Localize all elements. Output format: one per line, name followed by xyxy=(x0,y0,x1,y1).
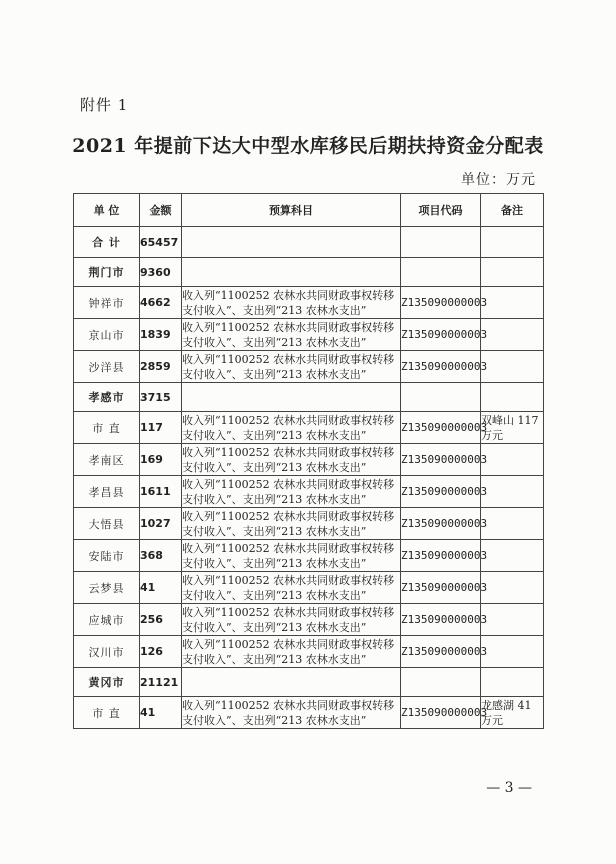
row-amount: 1027 xyxy=(140,508,182,540)
row-amount: 4662 xyxy=(140,287,182,319)
row-note xyxy=(481,508,544,540)
row-code: Z135090000003 xyxy=(401,697,481,729)
row-subject-line1: 收入列“1100252 农林水共同财政事权转移 xyxy=(182,698,395,712)
table-row xyxy=(74,636,544,668)
row-amount: 41 xyxy=(140,572,182,604)
group-name: 荆门市 xyxy=(74,258,140,287)
row-subject-line2: 支付收入”、支出列“213 农林水支出” xyxy=(182,367,367,381)
header-code: 项目代码 xyxy=(401,194,481,227)
table-row xyxy=(74,508,544,540)
row-unit: 大悟县 xyxy=(74,508,140,540)
group-row xyxy=(74,668,544,697)
row-amount: 41 xyxy=(140,697,182,729)
row-note xyxy=(481,444,544,476)
row-unit: 应城市 xyxy=(74,604,140,636)
table-row xyxy=(74,572,544,604)
group-row xyxy=(74,258,544,287)
group-amount: 21121 xyxy=(140,668,182,697)
row-subject-line2: 支付收入”、支出列“213 农林水支出” xyxy=(182,588,367,602)
row-note xyxy=(481,351,544,383)
row-note xyxy=(481,319,544,351)
row-code: Z135090000003 xyxy=(401,636,481,668)
row-subject-line1: 收入列“1100252 农林水共同财政事权转移 xyxy=(182,573,395,587)
row-subject xyxy=(182,508,401,540)
row-subject xyxy=(182,412,401,444)
row-code: Z135090000003 xyxy=(401,572,481,604)
row-code: Z135090000003 xyxy=(401,319,481,351)
row-subject xyxy=(182,476,401,508)
row-subject-line1: 收入列“1100252 农林水共同财政事权转移 xyxy=(182,541,395,555)
row-subject-line2: 支付收入”、支出列“213 农林水支出” xyxy=(182,524,367,538)
row-note xyxy=(481,287,544,319)
row-note xyxy=(481,476,544,508)
row-subject xyxy=(182,604,401,636)
allocation-table xyxy=(73,193,544,729)
total-code-cell xyxy=(401,227,481,258)
row-subject-line2: 支付收入”、支出列“213 农林水支出” xyxy=(182,492,367,506)
table-row xyxy=(74,319,544,351)
header-note: 备注 xyxy=(481,194,544,227)
table-row xyxy=(74,476,544,508)
table-row xyxy=(74,604,544,636)
row-subject xyxy=(182,572,401,604)
row-unit: 市 直 xyxy=(74,412,140,444)
row-code: Z135090000003 xyxy=(401,444,481,476)
row-code: Z135090000003 xyxy=(401,540,481,572)
row-unit: 市 直 xyxy=(74,697,140,729)
row-code: Z135090000003 xyxy=(401,476,481,508)
group-note-cell xyxy=(481,383,544,412)
page-number: — 3 — xyxy=(486,780,532,796)
page-title: 2021 年提前下达大中型水库移民后期扶持资金分配表 xyxy=(72,135,544,157)
row-note xyxy=(481,636,544,668)
table-row xyxy=(74,287,544,319)
group-name: 黄冈市 xyxy=(74,668,140,697)
row-unit: 京山市 xyxy=(74,319,140,351)
row-unit: 沙洋县 xyxy=(74,351,140,383)
header-unit: 单 位 xyxy=(74,194,140,227)
group-name: 孝感市 xyxy=(74,383,140,412)
row-amount: 2859 xyxy=(140,351,182,383)
row-subject-line1: 收入列“1100252 农林水共同财政事权转移 xyxy=(182,605,395,619)
header-amount: 金额 xyxy=(140,194,182,227)
group-code-cell xyxy=(401,383,481,412)
header-subject: 预算科目 xyxy=(182,194,401,227)
row-amount: 1611 xyxy=(140,476,182,508)
row-amount: 169 xyxy=(140,444,182,476)
group-subject-cell xyxy=(182,668,401,697)
row-amount: 368 xyxy=(140,540,182,572)
row-subject-line2: 支付收入”、支出列“213 农林水支出” xyxy=(182,713,367,727)
row-subject xyxy=(182,319,401,351)
row-subject xyxy=(182,287,401,319)
row-subject-line1: 收入列“1100252 农林水共同财政事权转移 xyxy=(182,509,395,523)
row-subject-line1: 收入列“1100252 农林水共同财政事权转移 xyxy=(182,477,395,491)
row-code: Z135090000003 xyxy=(401,351,481,383)
row-subject-line2: 支付收入”、支出列“213 农林水支出” xyxy=(182,428,367,442)
group-code-cell xyxy=(401,258,481,287)
table-body xyxy=(74,227,544,729)
attachment-label: 附件 1 xyxy=(80,96,129,114)
group-note-cell xyxy=(481,258,544,287)
row-subject xyxy=(182,351,401,383)
row-unit: 安陆市 xyxy=(74,540,140,572)
row-amount: 117 xyxy=(140,412,182,444)
group-amount: 9360 xyxy=(140,258,182,287)
row-subject-line2: 支付收入”、支出列“213 农林水支出” xyxy=(182,620,367,634)
row-subject xyxy=(182,697,401,729)
table-row xyxy=(74,351,544,383)
row-amount: 1839 xyxy=(140,319,182,351)
table-row xyxy=(74,444,544,476)
row-note: 龙感湖 41 万元 xyxy=(481,697,544,729)
table-row xyxy=(74,412,544,444)
row-unit: 汉川市 xyxy=(74,636,140,668)
table-row xyxy=(74,540,544,572)
row-subject xyxy=(182,636,401,668)
row-unit: 云梦县 xyxy=(74,572,140,604)
table-row xyxy=(74,697,544,729)
total-amount: 65457 xyxy=(140,227,182,258)
table-header-row xyxy=(74,194,544,227)
row-subject-line1: 收入列“1100252 农林水共同财政事权转移 xyxy=(182,445,395,459)
row-note: 双峰山 117 万元 xyxy=(481,412,544,444)
row-subject-line2: 支付收入”、支出列“213 农林水支出” xyxy=(182,652,367,666)
row-subject-line1: 收入列“1100252 农林水共同财政事权转移 xyxy=(182,288,395,302)
row-subject-line1: 收入列“1100252 农林水共同财政事权转移 xyxy=(182,637,395,651)
total-note-cell xyxy=(481,227,544,258)
row-amount: 256 xyxy=(140,604,182,636)
row-code: Z135090000003 xyxy=(401,412,481,444)
total-label: 合 计 xyxy=(74,227,140,258)
row-subject-line1: 收入列“1100252 农林水共同财政事权转移 xyxy=(182,320,395,334)
unit-label: 单位：万元 xyxy=(461,172,536,188)
total-row xyxy=(74,227,544,258)
row-code: Z135090000003 xyxy=(401,287,481,319)
row-note xyxy=(481,572,544,604)
row-note xyxy=(481,604,544,636)
row-unit: 孝昌县 xyxy=(74,476,140,508)
row-subject xyxy=(182,540,401,572)
row-subject-line2: 支付收入”、支出列“213 农林水支出” xyxy=(182,303,367,317)
group-subject-cell xyxy=(182,383,401,412)
group-code-cell xyxy=(401,668,481,697)
row-amount: 126 xyxy=(140,636,182,668)
row-subject-line2: 支付收入”、支出列“213 农林水支出” xyxy=(182,335,367,349)
group-row xyxy=(74,383,544,412)
row-subject-line2: 支付收入”、支出列“213 农林水支出” xyxy=(182,556,367,570)
row-note xyxy=(481,540,544,572)
group-subject-cell xyxy=(182,258,401,287)
row-subject-line2: 支付收入”、支出列“213 农林水支出” xyxy=(182,460,367,474)
row-unit: 孝南区 xyxy=(74,444,140,476)
row-subject-line1: 收入列“1100252 农林水共同财政事权转移 xyxy=(182,352,395,366)
row-code: Z135090000003 xyxy=(401,508,481,540)
row-code: Z135090000003 xyxy=(401,604,481,636)
row-subject xyxy=(182,444,401,476)
row-subject-line1: 收入列“1100252 农林水共同财政事权转移 xyxy=(182,413,395,427)
group-amount: 3715 xyxy=(140,383,182,412)
group-note-cell xyxy=(481,668,544,697)
total-subject-cell xyxy=(182,227,401,258)
row-unit: 钟祥市 xyxy=(74,287,140,319)
